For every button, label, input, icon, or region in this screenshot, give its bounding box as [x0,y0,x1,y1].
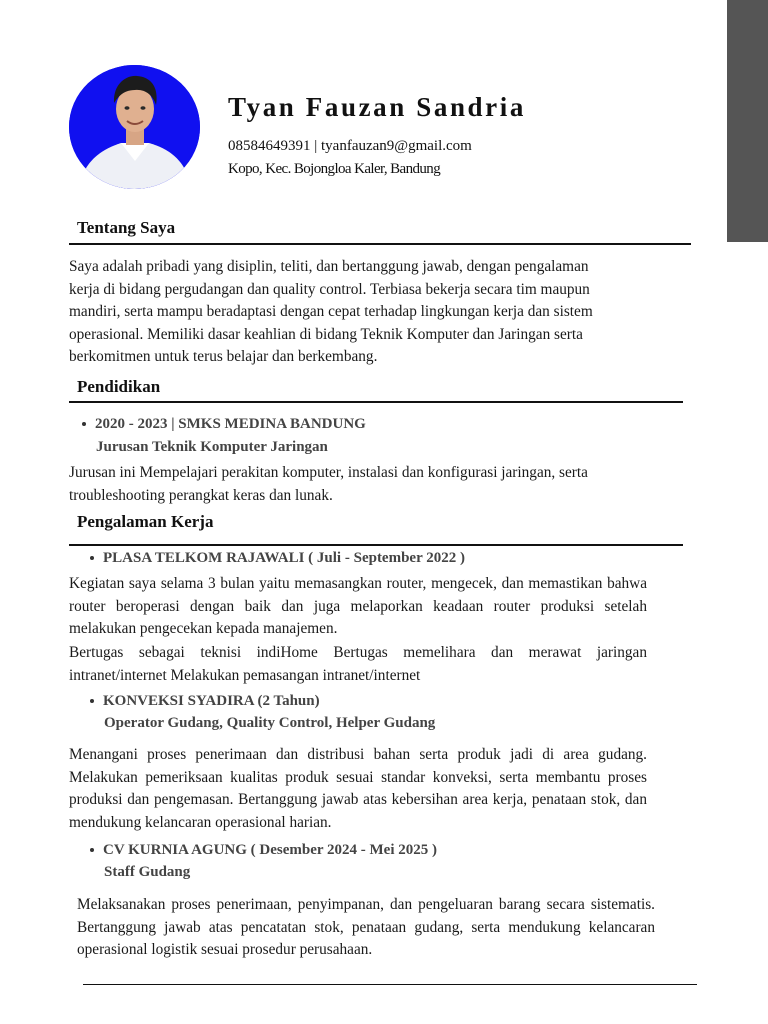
about-line: kerja di bidang pergudangan dan quality control. Terbiasa bekerja secara tim maupun [69,280,590,298]
bullet-icon [90,556,94,560]
education-heading: 2020 - 2023 | SMKS MEDINA BANDUNG [95,416,366,432]
section-title-experience: Pengalaman Kerja [77,512,214,531]
job-item [90,842,437,859]
education-major: Jurusan Teknik Komputer Jaringan [96,439,328,455]
section-title-about: Tentang Saya [77,218,176,237]
job-heading: CV KURNIA AGUNG ( Desember 2024 - Mei 2025 ) [103,842,437,858]
job-description: Kegiatan saya selama 3 bulan yaitu memasangkan router, mengecek, dan memastikan bahwa router beroperasi dengan baik dan juga melaporkan keadaan router produksi setelah melakukan pengecekan kepada manajemen. [69,575,647,638]
section-divider-education [69,401,683,403]
about-line: mandiri, serta mampu beradaptasi dengan cepat terhadap lingkungan kerja dan sistem [69,303,593,321]
about-paragraph [69,256,669,369]
job-role: Operator Gudang, Quality Control, Helper Gudang [104,715,436,731]
job-role: Staff Gudang [104,864,191,880]
bullet-icon [90,699,94,703]
job-description: Bertugas sebagai teknisi indiHome Bertugas memelihara dan merawat jaringan intranet/internet Melakukan pemasangan intranet/internet [69,644,647,684]
section-title-education: Pendidikan [77,377,161,396]
contact-info: 08584649391 | tyanfauzan9@gmail.com [228,138,472,154]
job-description: Menangani proses penerimaan dan distribusi bahan serta produk jadi di area gudang. Melakukan pemeriksaan kualitas produk sesuai standar konveksi, serta membantu proses produksi dan pengemasan. Bertanggung jawab atas kebersihan area kerja, penataan stok, dan mendukung kelancaran operasional harian. [69,746,647,831]
job-item [90,693,320,710]
section-divider-experience [69,544,683,546]
about-line: berkomitmen untuk terus belajar dan berkembang. [69,348,378,366]
job-description: Melaksanakan proses penerimaan, penyimpanan, dan pengeluaran barang secara sistematis. Bertanggung jawab atas pencatatan stok, penataan gudang, serta mendukung kelancaran operasional logistik sesuai prosedur perusahaan. [77,896,655,959]
bullet-icon [82,422,86,426]
job-item [90,550,465,567]
profile-photo [69,65,200,189]
candidate-name: Tyan Fauzan Sandria [228,92,526,122]
footer-divider [83,984,697,985]
side-bar [727,0,768,242]
section-divider-about [69,243,691,245]
education-item [82,416,366,433]
address: Kopo, Kec. Bojongloa Kaler, Bandung [228,161,441,177]
bullet-icon [90,848,94,852]
about-line: Saya adalah pribadi yang disiplin, teliti, dan bertanggung jawab, dengan pengalaman [69,258,589,275]
job-heading: KONVEKSI SYADIRA (2 Tahun) [103,693,320,709]
about-line: operasional. Memiliki dasar keahlian di bidang Teknik Komputer dan Jaringan serta [69,325,583,343]
education-description: Jurusan ini Mempelajari perakitan komputer, instalasi dan konfigurasi jaringan, serta troubleshooting perangkat keras dan lunak. [69,464,588,504]
job-heading: PLASA TELKOM RAJAWALI ( Juli - September 2022 ) [103,550,465,566]
